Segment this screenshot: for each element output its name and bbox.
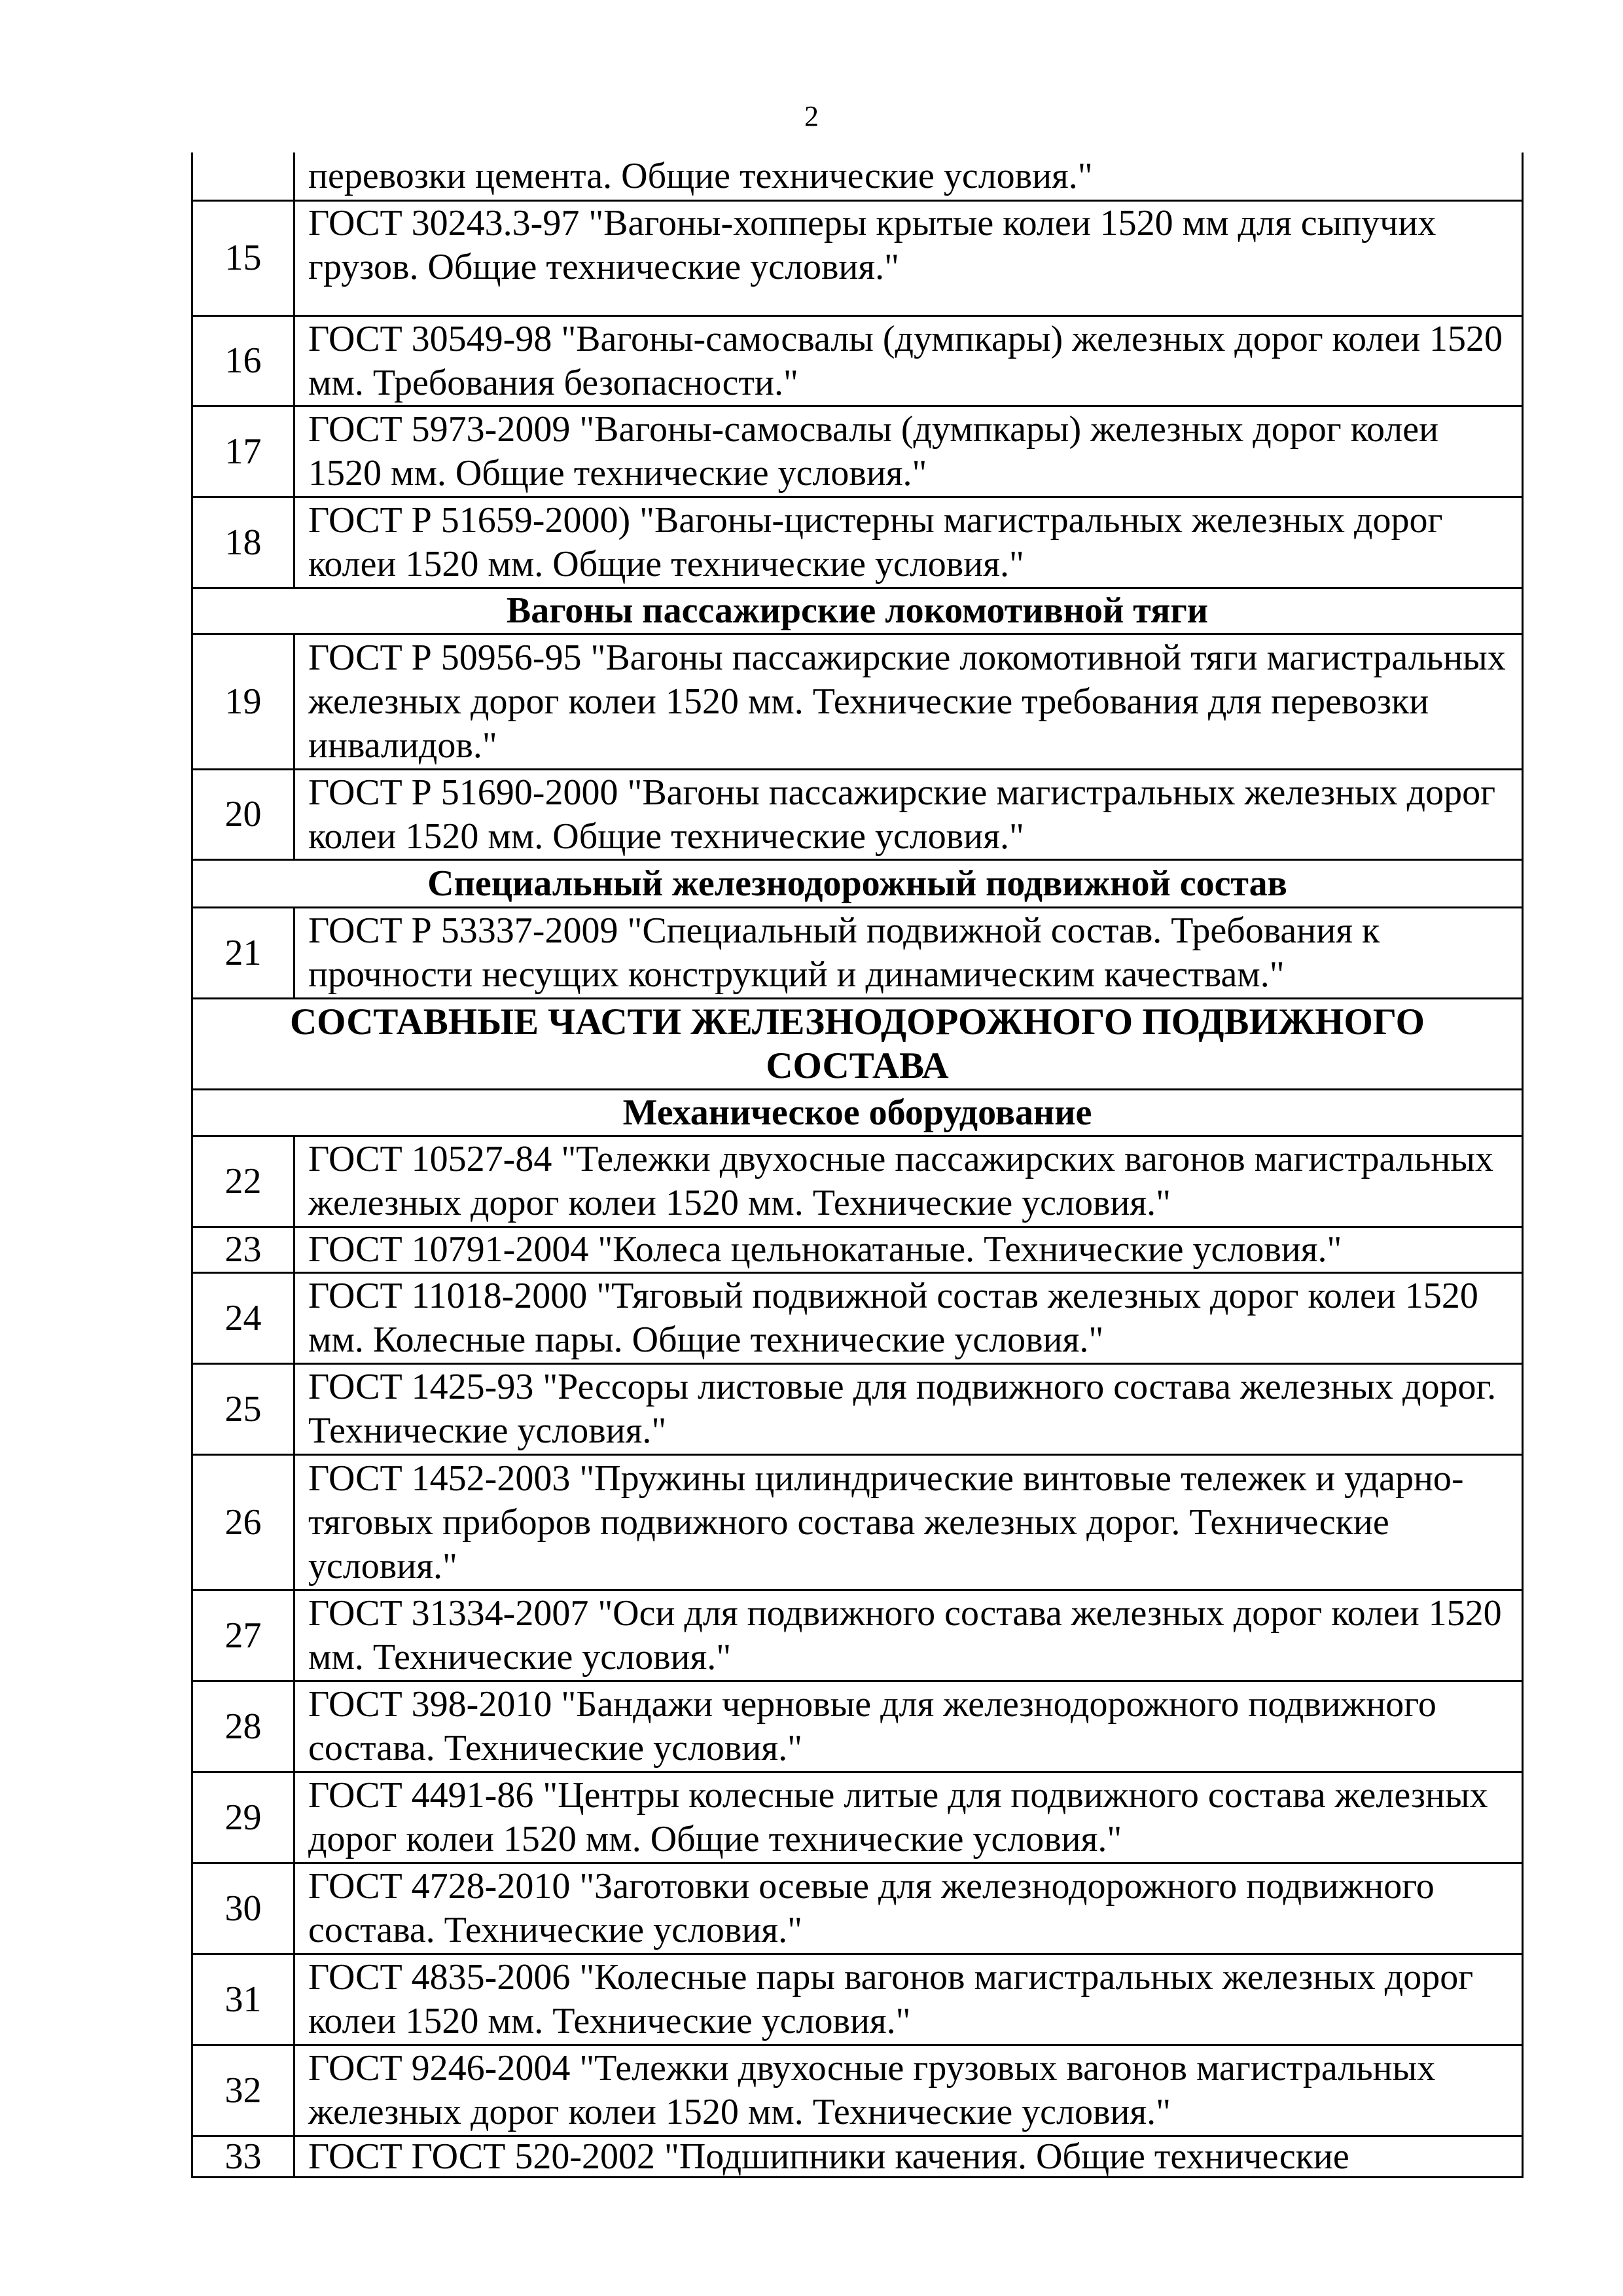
table-row [192,1681,1523,1772]
major-heading-row [192,999,1523,1090]
row-number: 23 [192,1227,294,1273]
table-row [192,1954,1523,2045]
standard-description: ГОСТ 30243.3-97 "Вагоны-хопперы крытые колеи 1520 мм для сыпучих грузов. Общие технические условия." [294,201,1523,316]
table-row [192,1227,1523,1273]
section-heading: Механическое оборудование [192,1090,1523,1136]
table-row [192,1590,1523,1681]
row-number: 33 [192,2136,294,2178]
table-row [192,316,1523,406]
standard-description: ГОСТ 31334-2007 "Оси для подвижного состава железных дорог колеи 1520 мм. Технические условия." [294,1590,1523,1681]
standard-description: ГОСТ 5973-2009 "Вагоны-самосвалы (думпкары) железных дорог колеи 1520 мм. Общие технические условия." [294,406,1523,497]
row-number [192,152,294,201]
standard-description: ГОСТ 1452-2003 "Пружины цилиндрические винтовые тележек и ударно-тяговых приборов подвижного состава железных дорог. Технические условия." [294,1455,1523,1590]
major-heading: СОСТАВНЫЕ ЧАСТИ ЖЕЛЕЗНОДОРОЖНОГО ПОДВИЖНОГО СОСТАВА [192,999,1523,1090]
standard-description: ГОСТ Р 53337-2009 "Специальный подвижной состав. Требования к прочности несущих конструкций и динамическим качествам." [294,908,1523,999]
standards-table [191,152,1524,2178]
table-row [192,2136,1523,2178]
table-row [192,908,1523,999]
table-row [192,201,1523,316]
table-row [192,1455,1523,1590]
row-number: 21 [192,908,294,999]
standard-description: ГОСТ 398-2010 "Бандажи черновые для железнодорожного подвижного состава. Технические условия." [294,1681,1523,1772]
table-row [192,1136,1523,1227]
row-number: 32 [192,2045,294,2136]
row-number: 29 [192,1772,294,1863]
row-number: 19 [192,634,294,770]
standard-description: ГОСТ 9246-2004 "Тележки двухосные грузовых вагонов магистральных железных дорог колеи 1520 мм. Технические условия." [294,2045,1523,2136]
row-number: 24 [192,1273,294,1364]
standard-description: ГОСТ Р 50956-95 "Вагоны пассажирские локомотивной тяги магистральных железных дорог колеи 1520 мм. Технические требования для перевозки инвалидов." [294,634,1523,770]
section-heading: Вагоны пассажирские локомотивной тяги [192,588,1523,634]
row-number: 28 [192,1681,294,1772]
standard-description: ГОСТ Р 51659-2000) "Вагоны-цистерны магистральных железных дорог колеи 1520 мм. Общие технические условия." [294,497,1523,588]
row-number: 22 [192,1136,294,1227]
section-heading-row [192,1090,1523,1136]
standard-description: ГОСТ 30549-98 "Вагоны-самосвалы (думпкары) железных дорог колеи 1520 мм. Требования безопасности." [294,316,1523,406]
standard-description: ГОСТ 10791-2004 "Колеса цельнокатаные. Технические условия." [294,1227,1523,1273]
standard-description: ГОСТ ГОСТ 520-2002 "Подшипники качения. Общие технические [294,2136,1523,2178]
standard-description: ГОСТ 11018-2000 "Тяговый подвижной состав железных дорог колеи 1520 мм. Колесные пары. Общие технические условия." [294,1273,1523,1364]
standard-description: ГОСТ 4835-2006 "Колесные пары вагонов магистральных железных дорог колеи 1520 мм. Технические условия." [294,1954,1523,2045]
row-number: 26 [192,1455,294,1590]
table-row [192,1364,1523,1455]
section-heading-row [192,860,1523,908]
row-number: 25 [192,1364,294,1455]
row-number: 17 [192,406,294,497]
table-row [192,406,1523,497]
table-row [192,1863,1523,1954]
table-row [192,2045,1523,2136]
standard-description: ГОСТ 10527-84 "Тележки двухосные пассажирских вагонов магистральных железных дорог колеи 1520 мм. Технические условия." [294,1136,1523,1227]
page-number: 2 [804,100,819,132]
standard-description: перевозки цемента. Общие технические условия." [294,152,1523,201]
row-number: 20 [192,770,294,860]
row-number: 18 [192,497,294,588]
row-number: 16 [192,316,294,406]
row-number: 31 [192,1954,294,2045]
standard-description: ГОСТ 4491-86 "Центры колесные литые для подвижного состава железных дорог колеи 1520 мм. Общие технические условия." [294,1772,1523,1863]
table-row [192,1273,1523,1364]
section-heading: Специальный железнодорожный подвижной состав [192,860,1523,908]
standard-description: ГОСТ 1425-93 "Рессоры листовые для подвижного состава железных дорог. Технические условия." [294,1364,1523,1455]
standard-description: ГОСТ 4728-2010 "Заготовки осевые для железнодорожного подвижного состава. Технические условия." [294,1863,1523,1954]
row-number: 27 [192,1590,294,1681]
row-number: 15 [192,201,294,316]
standards-table-body [192,152,1523,2178]
standard-description: ГОСТ Р 51690-2000 "Вагоны пассажирские магистральных железных дорог колеи 1520 мм. Общие технические условия." [294,770,1523,860]
table-row [192,770,1523,860]
table-row [192,497,1523,588]
table-row [192,634,1523,770]
section-heading-row [192,588,1523,634]
table-row [192,1772,1523,1863]
row-number: 30 [192,1863,294,1954]
table-row [192,152,1523,201]
